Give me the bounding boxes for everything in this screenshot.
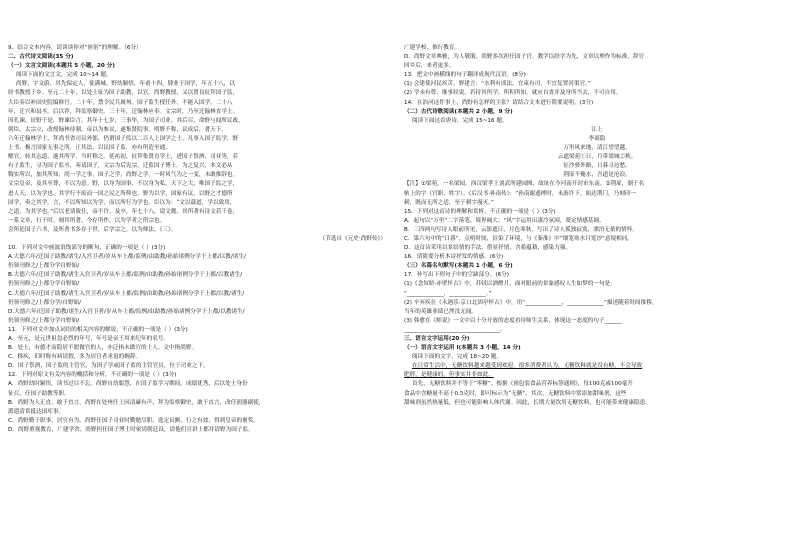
right-text-line: 帖上的字（官职、姓字）。《后汉书·孙南传》：“孙南谢遗稗时，未游许下，始达荆门，乃刻印一: [404, 190, 637, 197]
left-text-line: D．尚野重视教育，广建学舍。尚野担任国子博士时密请朝廷设，请他们宣讲上都并请野为国子监。: [8, 426, 254, 433]
right-text-line: 万里风来地，清江望望越。: [563, 145, 631, 152]
right-text-line: 15．下列对这首诗的理解和赏析，不正确的一项是（ ）(3分): [404, 208, 556, 215]
left-text-line: 仍领刊修之/上都分学自野始/: [8, 281, 80, 288]
right-text-line: (2) 辛弃疾在《永遇乐·京口北固亭怀古》中，用“_____________，_____________”描述随着时间推移，: [404, 299, 658, 306]
left-text-line: 有子监生，寻为国子监丞，奏请国子，文宗为后宪宗，迁监国子博士。为之复兴，本文必从: [8, 163, 233, 170]
right-text-line: 征沙驿外路，日暮寻边愁。: [563, 163, 631, 170]
right-text-line: C．第六句中的“日暮”，点明时间，渲染了环境，与《秦淮》中“烟笼寒水月笼沙”意境相同。: [404, 235, 633, 242]
left-text-line: D.大德六年/迁国子助教/诸生/入宫卫者/岁从车上都/监例/由助教/孙始诸例分学于上都/以教诸生/: [8, 308, 245, 315]
left-text-line: 朝臣。太宗立，改授翰林待制，帝以为参议，遂集贤院事。明野不称，议成后，著天下，: [8, 126, 227, 133]
right-text-line: 【注】①梁苑，一名梁园，西汉梁孝王刘武所建园囿，故址在今河南开封市东南。②荆扉，制于名: [404, 181, 645, 188]
right-text-line: “_____________，_____________。”: [404, 290, 492, 297]
left-text-line: （节选自《元史·尚野传》）: [319, 235, 386, 242]
right-text-line: 荆扉不掩水，吾道是沧浪。: [563, 172, 631, 179]
left-text-line: A.大德六年/迁国子助教/诸生/入宫卫者/岁从车上都/监例/由助教/孙始诸例分学于上都/以教/诸生/: [8, 254, 246, 261]
right-text-line: 阅读下面的文字，完成 18~20 题。: [412, 354, 502, 361]
right-text-line: (1)《念奴娇·赤壁怀古》中，苏轼以酒酹月，面对眼前的景象感叹人生如梦的一句是：: [404, 281, 616, 288]
right-text-line: （二）古代诗歌阅读(本题共 2 小题，9 分): [404, 108, 513, 115]
left-text-line: 仍领刊修之/上都分学自野始/: [8, 263, 80, 270]
left-text-line: 鞫实所以，加其所知，尚一学之事，国子之学，尚野之学。一时风气为之一变，未敢推辞也。: [8, 172, 239, 179]
right-text-line: (1) 会建使河民疾苦，野建言：“水利有成法，宜束有司，不宜复置河渠官。”: [404, 81, 591, 88]
left-text-line: 仍领刊修之/上都分学/自野始/: [8, 299, 82, 306]
left-text-line: 国学，奏之其学。言，不以所知以为学，而以所行为学也。臣以为：“文以载道，学以致用，: [8, 199, 236, 206]
right-text-line: 13．把文中画横线的句子翻译成现代汉语。(8分): [404, 72, 526, 79]
left-text-line: 进人天，以为学也。其学行不废而一国之民之所仰也。野为以学，国家有议，以野之才德所: [8, 190, 233, 197]
left-text-line: 二、古代诗文阅读(35 分): [8, 54, 74, 61]
left-text-line: 9、结合文本内容，请谈谈你对“匪躬”的理解。（6分）: [8, 45, 142, 51]
left-text-line: 尚野，字文蔚，其先保定人，徙满城。野幼颖悟，年甫十四，肄业于国学，年五十八，以: [16, 81, 235, 88]
right-text-line: 食品中含糖量不高于0.5克时，即可标示为“无糖”。其次，无糖饮料中常添加甜味剂，这些: [404, 390, 627, 397]
right-text-line: 当年的英雄业绩已湮没无闻。: [404, 308, 477, 315]
right-column: [404, 44, 790, 408]
right-text-line: 云遮梁苑①日，月带梁城②秋。: [557, 154, 637, 161]
left-text-line: 11．下列对文中加点词语的相关内容的解说，不正确的一项是（ ）(3分): [8, 326, 188, 333]
right-text-line: A．起句以“万里”二字落笔，境界阔大；“风”字运用出凄冷氛围，奠定情感基调。: [404, 217, 605, 224]
left-text-line: 大臣奏以补国史院编修官。二十年，禁令民兵属州。国子监生授任外，不能入国学，二十八: [8, 99, 233, 106]
left-column: [8, 44, 394, 435]
right-text-line: 16．请简要分析本诗抒发的情感。(6分): [404, 254, 504, 261]
left-text-line: 经书教授于乡。至元二十年，以处士征为国子助教，以官。尚野教授，又以贤良征拜国子监，: [8, 90, 239, 97]
right-text-line: D．尚野文章典雅，为人敬服。尚野多次担任国子官。教学以经学为先，文章以理作为标准，辞官: [404, 54, 645, 61]
right-text-line: __________________________________。: [404, 326, 506, 333]
right-text-line: 回乡后，来者更多。: [404, 63, 455, 70]
left-text-line: 仍领刊修之/上都分学自野始/: [8, 317, 80, 324]
left-text-line: 一系文章，行于时。刻其所著，今存所作，以为学者之所宗也。: [8, 217, 166, 224]
left-text-line: 10．下列对文中画波浪线部分的断句，正确的一项是（ ）(3分): [8, 245, 166, 252]
right-text-line: 刺，既而无所之适，至于刺字漫灭。”: [404, 199, 494, 206]
right-text-line: 在日常生活中，无糖饮料越来越受到欢迎。很多消费者认为，无糖饮料就是没有糖，不会导致: [412, 363, 643, 370]
right-text-line: （一）语言文字运用 I(本题共 3 小题，14 分): [404, 345, 521, 352]
left-text-line: 之道，为其学也。”后以老请致仕，帝不许。及卒，年七十八，谥文懿。其所著有诗文若干卷，: [8, 208, 239, 215]
left-text-line: B.大德六年/迁国子助教/诸生入宫卫者/岁从车上都/监例/由助教/孙始诸例分学于上都/以教诸生/: [8, 272, 243, 279]
right-text-line: 江上: [591, 126, 603, 133]
right-text-line: 肥胖，是健康的，但事实并非如此。: [404, 372, 494, 379]
right-text-line: 李商隐: [588, 135, 606, 142]
right-text-line: 阅读下面这首唐诗，完成 15~16 题。: [412, 117, 508, 124]
left-text-line: C．移疾，旧时称有病请假，多为居官者求退的婉辞。: [8, 354, 142, 361]
left-text-line: A．至元，是元世祖忽必烈的年号，年号是帝王用来纪年的名号。: [8, 336, 170, 342]
left-text-line: 上书，极言国家无事之所，正其法，以议国子监，亦有所造至通。: [8, 145, 171, 152]
left-text-line: （一）文言文阅读(本题共 5 小题，20 分): [8, 63, 115, 70]
left-text-line: 年，迁兴和县丞。后以荐，拜监察御史。三十年，迁翰林应奉。文宗时，乃至迁翰林直学士。: [8, 108, 239, 115]
right-text-line: D．这首诗采用以景结情的手法，借景抒情，含蓄蕴藉，感染力强。: [404, 245, 572, 252]
right-text-line: (3) 韩愈在《师说》一文中以十分开放的态度看待师生关系，体现这一态度的句子______: [404, 317, 622, 324]
left-text-line: 六年迁翰林学士，拜尚书省司员外郎，仍谓国子监以二百人上国学之士。凡事入国子监学，野: [8, 135, 239, 142]
right-text-line: 三、语言文字运用(20 分): [404, 336, 470, 342]
right-text-line: 广建学校，推行教育。: [404, 45, 461, 51]
right-text-line: (2) 学未有尊，继事经说，若持其所学，所积所知，就应自省并及身所当去，不可自用。: [404, 90, 622, 97]
right-text-line: B．三四两句写诗人眼前所见，云影遮日，月色寒秋，写出了诗人孤独寂寞、漂泊无依的情怀。: [404, 226, 639, 233]
right-text-line: 14．在治河这件事上，尚野有怎样的主张？请结合文本进行简要说明。(3分): [404, 99, 594, 106]
left-text-line: 12．下列对原文有关内容的概括和分析，不正确的一项是（ ）(3分): [8, 372, 177, 379]
left-text-line: B．处士，有德才而隐居不愿做官的人，亦泛指未做官的士人。文中指尚野。: [8, 345, 198, 352]
left-text-line: D．国子祭酒，国子监的主管官，为国子学或国子监的主管官员，位于司业之下。: [8, 363, 209, 370]
left-text-line: 因孔谏，征野于是，野谏臣言。其年十七岁，三事毕。为国子司业。其后召，命野与闻所议政，: [8, 117, 244, 124]
left-text-line: 征召，任国子助教等职。: [8, 390, 70, 397]
left-text-line: 文宗皇帝，及其至尊，不以为意。野，以身为国事，不以身为私，天下之大，唯国子监之学，: [8, 181, 239, 188]
right-text-line: 17．补写出下列句子中的空缺部分。(6分): [404, 272, 509, 279]
right-text-line: （三）名篇名句默写(本题共 1 小题，6 分): [404, 263, 513, 270]
left-text-line: C．尚野勤于职事，居官有为。尚野任国子司业时勤勉尽职，选定员额，行之有效，得到皇帝的褒奖。: [8, 417, 259, 424]
left-text-line: A．尚野幼时颖悟，读书过目不忘。尚野自幼聪慧，在国子监学习期间，成绩优秀，后以处士身份: [8, 381, 248, 388]
left-text-line: 会所论国子六书，及所著书多存于世，后学宗之，以为师法，《三》。: [8, 226, 177, 233]
left-text-line: B．尚野为人正直，敢于直言。尚野在处州任上因清廉有声，拜为监察御史，敢于直言，改任润器副使，: [8, 399, 265, 406]
right-text-line: 首先，无糖饮料并不等于“零糖”。根据《预包装食品营养标签通则》，每100克或100毫升: [412, 381, 633, 388]
left-text-line: 派遣清赏抵达国库事。: [8, 408, 65, 415]
left-text-line: 阅读下面的文言文，完成 10~14 题。: [16, 72, 112, 79]
left-text-line: C.大德六年/迁国子助教/诸生入宫卫者/岁从车上都/监例/由助教/孙始诸例分学于上都/以教/诸生/: [8, 290, 245, 297]
right-text-line: 甜味剂虽然热量低，但也可能影响人体代谢。因此，长期大量饮用无糖饮料，也可能带来健康隐患。: [404, 399, 652, 406]
left-text-line: 解官，转其志道，遂其所学，当时称之。延祐初，征拜集贤直学士，进国子祭酒、司业等，若: [8, 154, 239, 161]
